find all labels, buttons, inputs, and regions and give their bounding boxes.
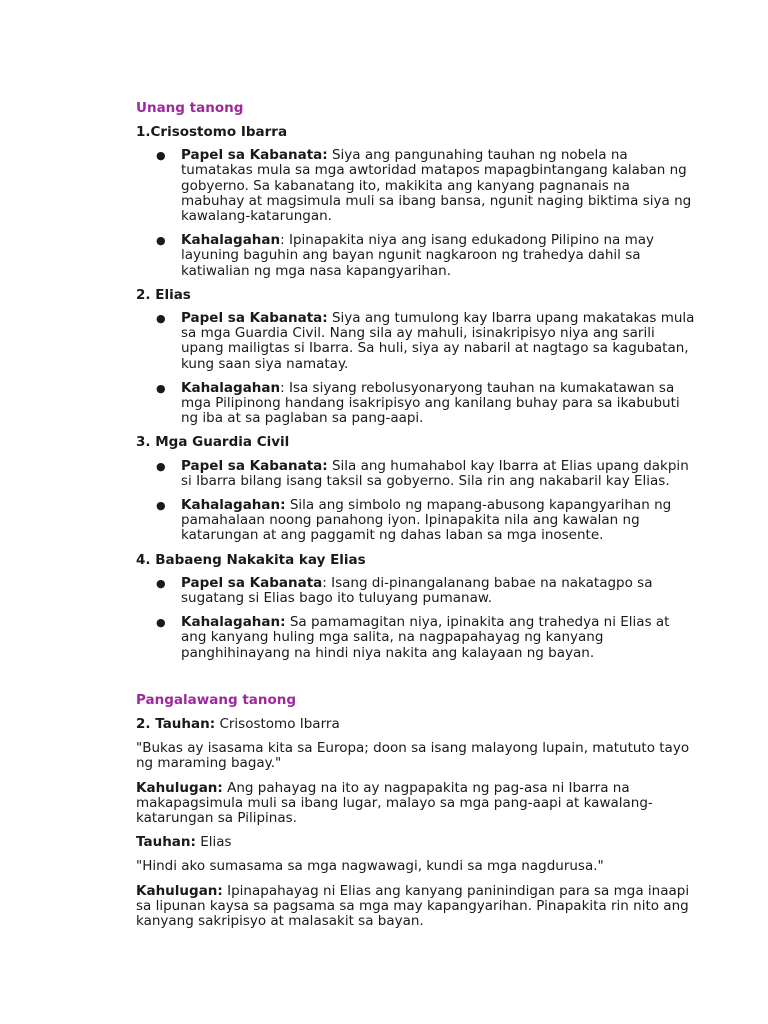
list-item	[136, 233, 696, 279]
section-heading-unang-tanong: Unang tanong	[136, 100, 244, 116]
bullet-icon: ●	[156, 576, 166, 590]
bullet-icon: ●	[156, 616, 166, 630]
meaning-text: Ipinapahayag ni Elias ang kanyang paninindigan para sa mga inaapi sa lipunan kaysa sa pagsama sa mga may kapangyarihan. Pinapakita rin nito ang kanyang sakripisyo at malasakit sa bayan.	[136, 882, 690, 929]
role-text: Siya ang tumulong kay Ibarra upang makatakas mula sa mga Guardia Civil. Nang sila ay mahuli, isinakripisyo niya ang sarili upang mailigtas si Ibarra. Sa huli, siya ay nabaril at nagtago sa kagubatan, kung saan siya namatay.	[181, 310, 695, 372]
document-page	[136, 101, 696, 929]
character-title-elias: 2. Elias	[136, 286, 191, 303]
role-label: Papel sa Kabanata	[181, 574, 323, 591]
meaning-text: Ang pahayag na ito ay nagpapakita ng pag-asa ni Ibarra na makapagsimula muli sa ibang lugar, malayo sa mga pang-aapi at kawalang-katarungan sa Pilipinas.	[136, 779, 653, 826]
significance-label: Kahalagahan	[181, 379, 281, 396]
role-label: Papel sa Kabanata:	[181, 310, 328, 327]
speaker-label: 2. Tauhan:	[136, 715, 216, 732]
role-label: Papel sa Kabanata:	[181, 147, 328, 164]
meaning-label: Kahulugan:	[136, 779, 223, 796]
character-bullets-guardia-civil	[136, 459, 696, 544]
list-item	[136, 498, 696, 544]
list-item	[136, 576, 696, 606]
speaker-name: Elias	[195, 834, 232, 851]
character-bullets-babae	[136, 576, 696, 661]
bullet-icon: ●	[156, 312, 166, 326]
section-heading-pangalawang-tanong: Pangalawang tanong	[136, 691, 297, 708]
role-label: Papel sa Kabanata:	[181, 457, 328, 474]
speaker-label: Tauhan:	[136, 834, 196, 851]
quote-text-elias: "Hindi ako sumasama sa mga nagwawagi, kundi sa mga nagdurusa."	[136, 858, 604, 875]
list-item	[136, 311, 696, 372]
bullet-icon: ●	[156, 499, 166, 513]
significance-text: Sa pamamagitan niya, ipinakita ang trahedya ni Elias at ang kanyang huling mga salita, na nagpapahayag ng kanyang panghihinayang na hindi niya nakita ang kalayaan ng bayan.	[181, 614, 670, 661]
role-text: Siya ang pangunahing tauhan ng nobela na tumatakas mula sa mga awtoridad matapos mapagbintangang kalaban ng gobyerno. Sa kabanatang ito, makikita ang kanyang pagnanais na mabuhay at magsimula muli sa ibang bansa, ngunit naging biktima siya ng kawalang-katarungan.	[181, 147, 692, 225]
character-bullets-ibarra	[136, 148, 696, 279]
bullet-icon: ●	[156, 149, 166, 163]
character-title-ibarra: 1.Crisostomo Ibarra	[136, 124, 288, 140]
character-bullets-elias	[136, 311, 696, 426]
speaker-name: Crisostomo Ibarra	[215, 715, 340, 732]
list-item	[136, 615, 696, 661]
character-title-guardia-civil: 3. Mga Guardia Civil	[136, 434, 290, 451]
character-title-babae: 4. Babaeng Nakakita kay Elias	[136, 551, 366, 568]
role-text: Sila ang humahabol kay Ibarra at Elias upang dakpin si Ibarra bilang isang taksil sa gobyerno. Sila rin ang nakabaril kay Elias.	[181, 457, 689, 489]
significance-text: : Ipinapakita niya ang isang edukadong Pilipino na may layuning baguhin ang bayan ngunit nagkaroon ng trahedya dahil sa katiwalian ng mga nasa kapangyarihan.	[181, 232, 654, 279]
role-text: : Isang di-pinangalanang babae na nakatagpo sa sugatang si Elias bago ito tuluyang pumanaw.	[181, 574, 653, 607]
list-item	[136, 148, 696, 224]
bullet-icon: ●	[156, 459, 166, 473]
significance-label: Kahalagahan:	[181, 497, 286, 514]
significance-text: Sila ang simbolo ng mapang-abusong kapangyarihan ng pamahalaan noong panahong iyon. Ipinapakita nila ang kawalan ng katarungan at ang paggamit ng dahas laban sa mga inosente.	[181, 497, 672, 544]
bullet-icon: ●	[156, 234, 166, 248]
significance-label: Kahalagahan:	[181, 614, 286, 631]
significance-text: : Isa siyang rebolusyonaryong tauhan na kumakatawan sa mga Pilipinong handang isakripisyo ang kanilang buhay para sa ikabubuti ng iba at sa paglaban sa pang-aapi.	[181, 379, 680, 427]
significance-label: Kahalagahan	[181, 232, 281, 249]
quote-text-ibarra: "Bukas ay isasama kita sa Europa; doon sa isang malayong lupain, matututo tayo ng maraming bagay."	[136, 740, 690, 772]
speaker-line-elias	[136, 835, 696, 850]
meaning-paragraph-elias	[136, 884, 696, 930]
meaning-label: Kahulugan:	[136, 882, 223, 899]
speaker-line-ibarra	[136, 717, 696, 732]
bullet-icon: ●	[156, 381, 166, 395]
list-item	[136, 459, 696, 489]
list-item	[136, 381, 696, 427]
meaning-paragraph-ibarra	[136, 781, 696, 827]
